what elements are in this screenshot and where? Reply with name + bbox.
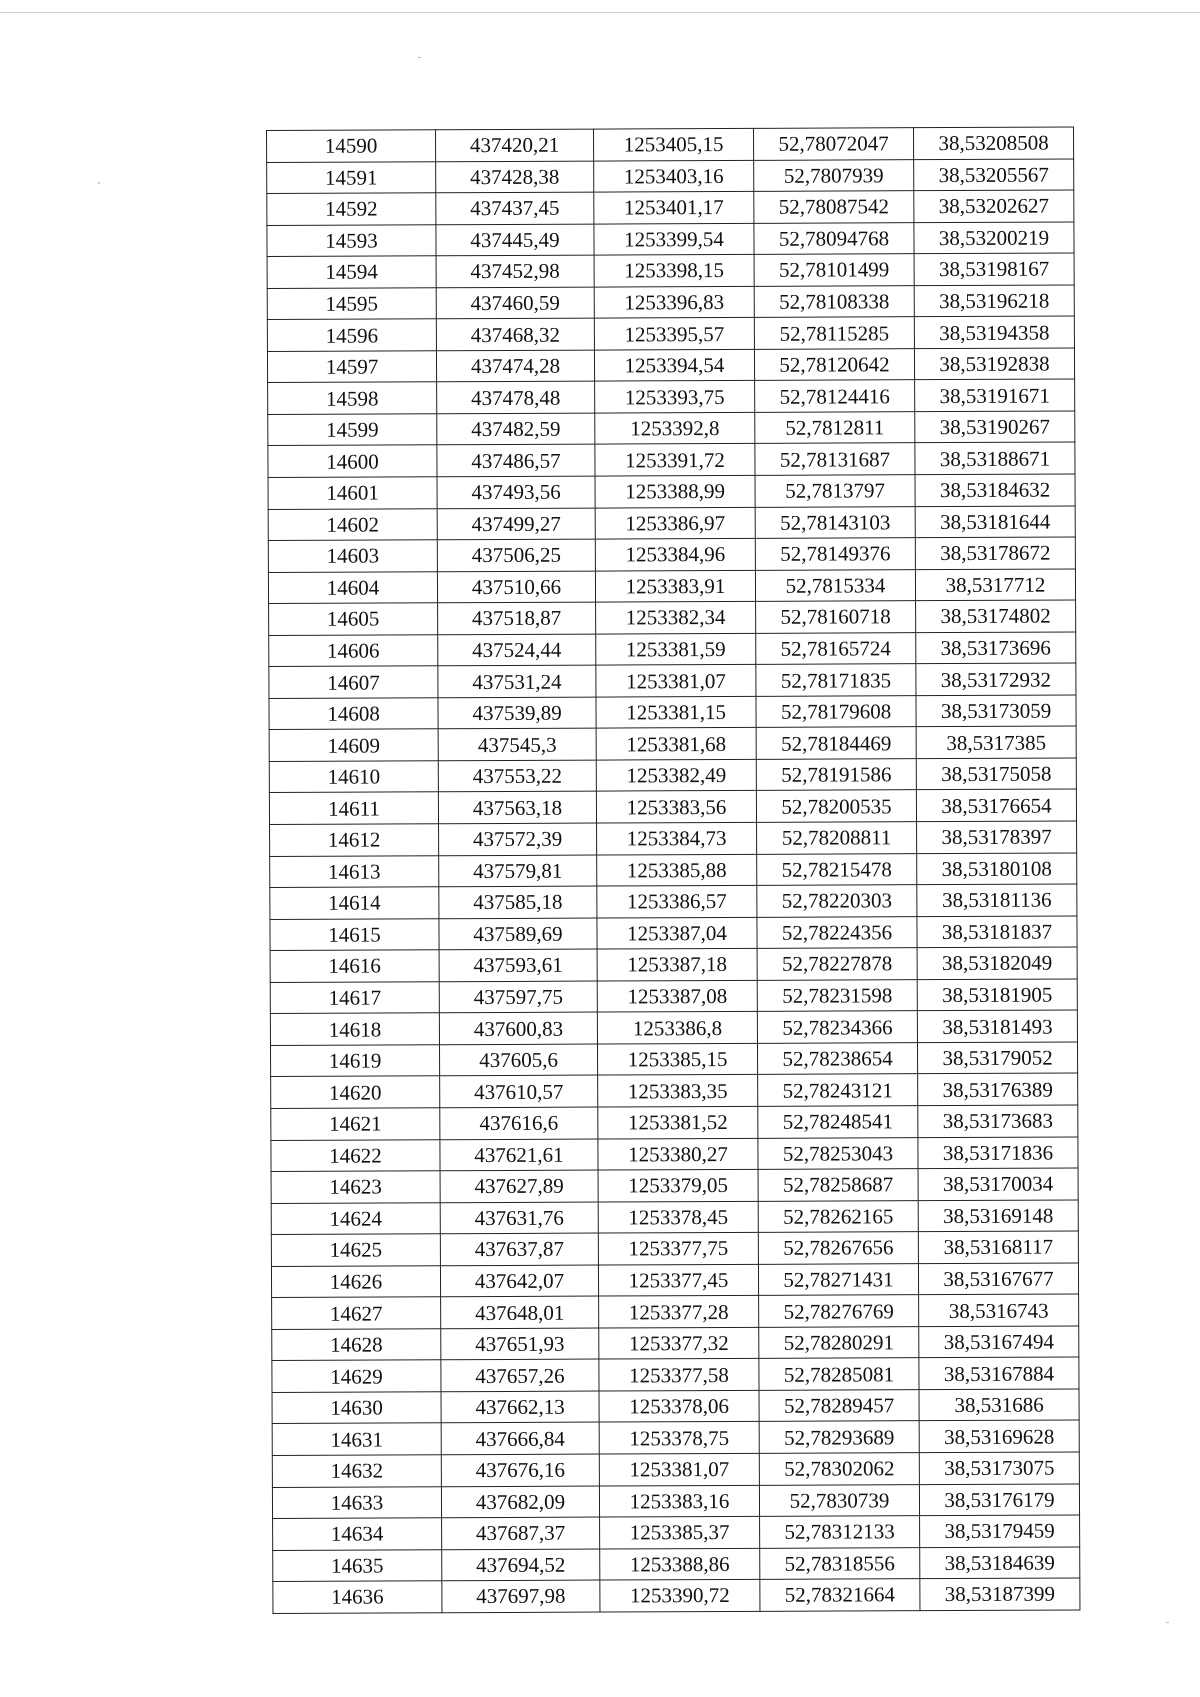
point-number-cell: 14601: [268, 477, 437, 509]
y-coordinate-cell: 1253377,45: [598, 1264, 758, 1296]
table-row: [270, 853, 1077, 888]
table-row: [268, 474, 1075, 509]
longitude-cell: 38,53198167: [914, 253, 1074, 285]
latitude-cell: 52,78267656: [758, 1232, 918, 1264]
point-number-cell: 14626: [271, 1265, 440, 1297]
longitude-cell: 38,5317712: [915, 569, 1075, 601]
point-number-cell: 14625: [271, 1234, 440, 1266]
latitude-cell: 52,78149376: [755, 538, 915, 570]
longitude-cell: 38,53184632: [915, 474, 1075, 506]
y-coordinate-cell: 1253378,06: [599, 1390, 759, 1422]
table-row: [273, 1547, 1080, 1582]
y-coordinate-cell: 1253388,86: [600, 1548, 760, 1580]
latitude-cell: 52,78318556: [760, 1547, 920, 1579]
x-coordinate-cell: 437437,45: [436, 192, 594, 224]
longitude-cell: 38,53180108: [917, 853, 1077, 885]
table-row: [268, 442, 1075, 477]
latitude-cell: 52,78171835: [756, 664, 916, 696]
y-coordinate-cell: 1253387,08: [597, 980, 757, 1012]
longitude-cell: 38,53188671: [915, 442, 1075, 474]
point-number-cell: 14616: [270, 950, 439, 982]
y-coordinate-cell: 1253381,15: [596, 696, 756, 728]
longitude-cell: 38,53175058: [916, 758, 1076, 790]
longitude-cell: 38,53172932: [916, 663, 1076, 695]
table-row: [271, 1263, 1078, 1298]
point-number-cell: 14631: [272, 1423, 441, 1455]
latitude-cell: 52,78321664: [760, 1579, 920, 1611]
x-coordinate-cell: 437468,32: [436, 318, 594, 350]
longitude-cell: 38,53167677: [918, 1263, 1078, 1295]
y-coordinate-cell: 1253390,72: [600, 1580, 760, 1612]
y-coordinate-cell: 1253396,83: [594, 286, 754, 318]
longitude-cell: 38,53178672: [915, 537, 1075, 569]
x-coordinate-cell: 437460,59: [436, 287, 594, 319]
point-number-cell: 14627: [272, 1297, 441, 1329]
latitude-cell: 52,78262165: [758, 1200, 918, 1232]
longitude-cell: 38,53176654: [916, 789, 1076, 821]
table-row: [272, 1452, 1079, 1487]
point-number-cell: 14608: [269, 698, 438, 730]
longitude-cell: 38,53174802: [916, 600, 1076, 632]
y-coordinate-cell: 1253385,37: [600, 1516, 760, 1548]
table-row: [272, 1357, 1079, 1392]
y-coordinate-cell: 1253379,05: [598, 1169, 758, 1201]
longitude-cell: 38,53169148: [918, 1200, 1078, 1232]
table-row: [267, 316, 1074, 351]
point-number-cell: 14632: [272, 1455, 441, 1487]
longitude-cell: 38,53196218: [914, 285, 1074, 317]
latitude-cell: 52,78253043: [758, 1137, 918, 1169]
table-row: [271, 1200, 1078, 1235]
table-row: [267, 127, 1074, 162]
longitude-cell: 38,53208508: [913, 127, 1073, 159]
y-coordinate-cell: 1253386,8: [597, 1012, 757, 1044]
y-coordinate-cell: 1253388,99: [595, 475, 755, 507]
y-coordinate-cell: 1253377,28: [599, 1296, 759, 1328]
point-number-cell: 14636: [273, 1581, 442, 1613]
point-number-cell: 14605: [269, 603, 438, 635]
point-number-cell: 14617: [270, 982, 439, 1014]
y-coordinate-cell: 1253393,75: [595, 381, 755, 413]
point-number-cell: 14599: [268, 414, 437, 446]
x-coordinate-cell: 437648,01: [441, 1296, 599, 1328]
table-row: [270, 821, 1077, 856]
latitude-cell: 52,78289457: [759, 1390, 919, 1422]
longitude-cell: 38,53168117: [918, 1231, 1078, 1263]
y-coordinate-cell: 1253385,88: [597, 854, 757, 886]
point-number-cell: 14629: [272, 1360, 441, 1392]
point-number-cell: 14596: [267, 319, 436, 351]
table-row: [268, 379, 1075, 414]
latitude-cell: 52,78179608: [756, 696, 916, 728]
latitude-cell: 52,78271431: [758, 1263, 918, 1295]
x-coordinate-cell: 437627,89: [440, 1170, 598, 1202]
y-coordinate-cell: 1253377,75: [598, 1233, 758, 1265]
table-row: [270, 884, 1077, 919]
table-row: [271, 1073, 1078, 1108]
longitude-cell: 38,53184639: [920, 1547, 1080, 1579]
coordinates-table: [266, 126, 1080, 1613]
point-number-cell: 14600: [268, 445, 437, 477]
x-coordinate-cell: 437585,18: [439, 886, 597, 918]
x-coordinate-cell: 437506,25: [437, 539, 595, 571]
x-coordinate-cell: 437486,57: [437, 445, 595, 477]
table-row: [269, 600, 1076, 635]
latitude-cell: 52,78115285: [754, 317, 914, 349]
latitude-cell: 52,78160718: [756, 601, 916, 633]
table-row: [269, 726, 1076, 761]
y-coordinate-cell: 1253382,34: [596, 602, 756, 634]
latitude-cell: 52,78220303: [757, 885, 917, 917]
x-coordinate-cell: 437563,18: [438, 792, 596, 824]
coordinates-table-body: [267, 127, 1080, 1613]
longitude-cell: 38,53194358: [914, 316, 1074, 348]
latitude-cell: 52,78215478: [757, 853, 917, 885]
y-coordinate-cell: 1253403,16: [594, 160, 754, 192]
y-coordinate-cell: 1253377,58: [599, 1359, 759, 1391]
x-coordinate-cell: 437610,57: [440, 1075, 598, 1107]
latitude-cell: 52,78094768: [754, 222, 914, 254]
x-coordinate-cell: 437482,59: [437, 413, 595, 445]
latitude-cell: 52,78108338: [754, 285, 914, 317]
longitude-cell: 38,53173683: [918, 1105, 1078, 1137]
point-number-cell: 14634: [273, 1518, 442, 1550]
table-row: [269, 758, 1076, 793]
x-coordinate-cell: 437572,39: [439, 823, 597, 855]
point-number-cell: 14610: [269, 761, 438, 793]
latitude-cell: 52,78165724: [756, 632, 916, 664]
y-coordinate-cell: 1253394,54: [594, 349, 754, 381]
table-row: [270, 947, 1077, 982]
y-coordinate-cell: 1253381,07: [596, 665, 756, 697]
table-row: [270, 916, 1077, 951]
point-number-cell: 14620: [271, 1076, 440, 1108]
x-coordinate-cell: 437539,89: [438, 697, 596, 729]
y-coordinate-cell: 1253383,35: [598, 1075, 758, 1107]
point-number-cell: 14615: [270, 918, 439, 950]
table-row: [271, 1231, 1078, 1266]
table-row: [269, 663, 1076, 698]
y-coordinate-cell: 1253378,75: [599, 1422, 759, 1454]
point-number-cell: 14628: [272, 1329, 441, 1361]
longitude-cell: 38,53167494: [919, 1326, 1079, 1358]
latitude-cell: 52,78224356: [757, 916, 917, 948]
point-number-cell: 14602: [268, 508, 437, 540]
longitude-cell: 38,53178397: [917, 821, 1077, 853]
point-number-cell: 14621: [271, 1108, 440, 1140]
table-row: [272, 1294, 1079, 1329]
x-coordinate-cell: 437605,6: [439, 1044, 597, 1076]
latitude-cell: 52,78143103: [755, 506, 915, 538]
longitude-cell: 38,53187399: [920, 1578, 1080, 1610]
longitude-cell: 38,53200219: [914, 222, 1074, 254]
point-number-cell: 14597: [267, 351, 436, 383]
longitude-cell: 38,5317385: [916, 726, 1076, 758]
x-coordinate-cell: 437697,98: [442, 1580, 600, 1612]
scan-speck: [1166, 1622, 1169, 1623]
table-row: [273, 1578, 1080, 1613]
longitude-cell: 38,53173075: [919, 1452, 1079, 1484]
x-coordinate-cell: 437694,52: [442, 1549, 600, 1581]
longitude-cell: 38,53205567: [914, 159, 1074, 191]
table-row: [267, 190, 1074, 225]
x-coordinate-cell: 437616,6: [440, 1107, 598, 1139]
latitude-cell: 52,78087542: [754, 191, 914, 223]
x-coordinate-cell: 437420,21: [436, 129, 594, 161]
point-number-cell: 14606: [269, 635, 438, 667]
y-coordinate-cell: 1253399,54: [594, 223, 754, 255]
y-coordinate-cell: 1253395,57: [594, 318, 754, 350]
table-row: [268, 537, 1075, 572]
latitude-cell: 52,78243121: [758, 1074, 918, 1106]
longitude-cell: 38,53167884: [919, 1357, 1079, 1389]
table-row: [268, 411, 1075, 446]
point-number-cell: 14612: [270, 824, 439, 856]
x-coordinate-cell: 437531,24: [438, 665, 596, 697]
point-number-cell: 14624: [271, 1202, 440, 1234]
longitude-cell: 38,53173059: [916, 695, 1076, 727]
latitude-cell: 52,78231598: [757, 979, 917, 1011]
latitude-cell: 52,78248541: [758, 1106, 918, 1138]
y-coordinate-cell: 1253391,72: [595, 444, 755, 476]
longitude-cell: 38,5316743: [919, 1294, 1079, 1326]
latitude-cell: 52,78101499: [754, 254, 914, 286]
point-number-cell: 14613: [270, 855, 439, 887]
y-coordinate-cell: 1253385,15: [597, 1043, 757, 1075]
x-coordinate-cell: 437474,28: [436, 350, 594, 382]
longitude-cell: 38,53179052: [917, 1042, 1077, 1074]
latitude-cell: 52,78208811: [757, 822, 917, 854]
latitude-cell: 52,78184469: [756, 727, 916, 759]
longitude-cell: 38,53170034: [918, 1168, 1078, 1200]
y-coordinate-cell: 1253392,8: [595, 412, 755, 444]
table-row: [267, 253, 1074, 288]
point-number-cell: 14607: [269, 666, 438, 698]
table-row: [273, 1515, 1080, 1550]
latitude-cell: 52,78276769: [759, 1295, 919, 1327]
latitude-cell: 52,7813797: [755, 475, 915, 507]
point-number-cell: 14619: [270, 1045, 439, 1077]
longitude-cell: 38,53202627: [914, 190, 1074, 222]
latitude-cell: 52,7815334: [755, 569, 915, 601]
table-row: [272, 1483, 1079, 1518]
point-number-cell: 14594: [267, 256, 436, 288]
table-row: [267, 222, 1074, 257]
latitude-cell: 52,78191586: [756, 759, 916, 791]
latitude-cell: 52,7807939: [754, 159, 914, 191]
y-coordinate-cell: 1253381,59: [596, 633, 756, 665]
longitude-cell: 38,53179459: [920, 1515, 1080, 1547]
point-number-cell: 14614: [270, 887, 439, 919]
y-coordinate-cell: 1253381,52: [598, 1106, 758, 1138]
x-coordinate-cell: 437478,48: [437, 381, 595, 413]
point-number-cell: 14633: [272, 1486, 441, 1518]
latitude-cell: 52,7812811: [755, 412, 915, 444]
longitude-cell: 38,53181837: [917, 916, 1077, 948]
latitude-cell: 52,78120642: [754, 349, 914, 381]
longitude-cell: 38,531686: [919, 1389, 1079, 1421]
longitude-cell: 38,53181644: [915, 506, 1075, 538]
x-coordinate-cell: 437597,75: [439, 981, 597, 1013]
y-coordinate-cell: 1253382,49: [596, 759, 756, 791]
x-coordinate-cell: 437637,87: [440, 1233, 598, 1265]
x-coordinate-cell: 437428,38: [436, 161, 594, 193]
table-row: [267, 348, 1074, 383]
point-number-cell: 14635: [273, 1549, 442, 1581]
scan-speck: [418, 57, 421, 58]
y-coordinate-cell: 1253380,27: [598, 1138, 758, 1170]
y-coordinate-cell: 1253405,15: [593, 128, 753, 160]
point-number-cell: 14623: [271, 1171, 440, 1203]
latitude-cell: 52,78293689: [759, 1421, 919, 1453]
latitude-cell: 52,78227878: [757, 948, 917, 980]
table-row: [272, 1389, 1079, 1424]
y-coordinate-cell: 1253386,57: [597, 885, 757, 917]
y-coordinate-cell: 1253381,68: [596, 728, 756, 760]
table-row: [268, 506, 1075, 541]
table-row: [268, 569, 1075, 604]
x-coordinate-cell: 437589,69: [439, 918, 597, 950]
longitude-cell: 38,53176179: [919, 1483, 1079, 1515]
table-row: [271, 1105, 1078, 1140]
y-coordinate-cell: 1253386,97: [595, 507, 755, 539]
longitude-cell: 38,53181136: [917, 884, 1077, 916]
longitude-cell: 38,53181905: [917, 979, 1077, 1011]
table-row: [267, 159, 1074, 194]
x-coordinate-cell: 437524,44: [438, 634, 596, 666]
y-coordinate-cell: 1253383,56: [596, 791, 756, 823]
latitude-cell: 52,78258687: [758, 1169, 918, 1201]
x-coordinate-cell: 437621,61: [440, 1139, 598, 1171]
longitude-cell: 38,53176389: [918, 1073, 1078, 1105]
latitude-cell: 52,78285081: [759, 1358, 919, 1390]
table-row: [271, 1168, 1078, 1203]
point-number-cell: 14595: [267, 287, 436, 319]
table-row: [269, 632, 1076, 667]
latitude-cell: 52,78238654: [757, 1043, 917, 1075]
x-coordinate-cell: 437499,27: [437, 508, 595, 540]
table-row: [270, 1042, 1077, 1077]
x-coordinate-cell: 437545,3: [438, 728, 596, 760]
x-coordinate-cell: 437666,84: [441, 1422, 599, 1454]
x-coordinate-cell: 437579,81: [439, 855, 597, 887]
longitude-cell: 38,53192838: [914, 348, 1074, 380]
y-coordinate-cell: 1253383,16: [599, 1485, 759, 1517]
x-coordinate-cell: 437445,49: [436, 224, 594, 256]
y-coordinate-cell: 1253377,32: [599, 1327, 759, 1359]
point-number-cell: 14591: [267, 161, 436, 193]
point-number-cell: 14593: [267, 224, 436, 256]
table-row: [271, 1136, 1078, 1171]
latitude-cell: 52,78234366: [757, 1011, 917, 1043]
latitude-cell: 52,78124416: [755, 380, 915, 412]
point-number-cell: 14598: [268, 382, 437, 414]
y-coordinate-cell: 1253401,17: [594, 191, 754, 223]
x-coordinate-cell: 437452,98: [436, 255, 594, 287]
latitude-cell: 52,78072047: [753, 128, 913, 160]
point-number-cell: 14590: [267, 130, 436, 162]
table-row: [269, 789, 1076, 824]
longitude-cell: 38,53171836: [918, 1136, 1078, 1168]
y-coordinate-cell: 1253381,07: [599, 1453, 759, 1485]
longitude-cell: 38,53181493: [917, 1010, 1077, 1042]
x-coordinate-cell: 437631,76: [440, 1202, 598, 1234]
y-coordinate-cell: 1253398,15: [594, 255, 754, 287]
longitude-cell: 38,53182049: [917, 947, 1077, 979]
latitude-cell: 52,78200535: [756, 790, 916, 822]
latitude-cell: 52,78312133: [760, 1516, 920, 1548]
latitude-cell: 52,78302062: [759, 1453, 919, 1485]
y-coordinate-cell: 1253383,91: [595, 570, 755, 602]
x-coordinate-cell: 437657,26: [441, 1359, 599, 1391]
y-coordinate-cell: 1253384,96: [595, 538, 755, 570]
point-number-cell: 14592: [267, 193, 436, 225]
table-row: [272, 1326, 1079, 1361]
table-row: [272, 1420, 1079, 1455]
table-row: [270, 1010, 1077, 1045]
point-number-cell: 14618: [270, 1013, 439, 1045]
longitude-cell: 38,53190267: [915, 411, 1075, 443]
scan-speck: [98, 182, 100, 184]
table-row: [270, 979, 1077, 1014]
x-coordinate-cell: 437682,09: [441, 1486, 599, 1518]
x-coordinate-cell: 437600,83: [439, 1012, 597, 1044]
table-row: [267, 285, 1074, 320]
y-coordinate-cell: 1253378,45: [598, 1201, 758, 1233]
point-number-cell: 14604: [268, 571, 437, 603]
y-coordinate-cell: 1253387,18: [597, 949, 757, 981]
x-coordinate-cell: 437662,13: [441, 1391, 599, 1423]
point-number-cell: 14603: [268, 540, 437, 572]
point-number-cell: 14609: [269, 729, 438, 761]
longitude-cell: 38,53191671: [915, 379, 1075, 411]
x-coordinate-cell: 437518,87: [438, 602, 596, 634]
x-coordinate-cell: 437493,56: [437, 476, 595, 508]
x-coordinate-cell: 437642,07: [440, 1265, 598, 1297]
x-coordinate-cell: 437553,22: [438, 760, 596, 792]
longitude-cell: 38,53169628: [919, 1420, 1079, 1452]
latitude-cell: 52,7830739: [759, 1484, 919, 1516]
point-number-cell: 14622: [271, 1139, 440, 1171]
x-coordinate-cell: 437510,66: [437, 571, 595, 603]
table-row: [269, 695, 1076, 730]
x-coordinate-cell: 437687,37: [442, 1517, 600, 1549]
x-coordinate-cell: 437676,16: [441, 1454, 599, 1486]
point-number-cell: 14630: [272, 1392, 441, 1424]
x-coordinate-cell: 437651,93: [441, 1328, 599, 1360]
longitude-cell: 38,53173696: [916, 632, 1076, 664]
x-coordinate-cell: 437593,61: [439, 949, 597, 981]
y-coordinate-cell: 1253387,04: [597, 917, 757, 949]
scan-edge-line: [0, 12, 1200, 13]
y-coordinate-cell: 1253384,73: [597, 822, 757, 854]
latitude-cell: 52,78131687: [755, 443, 915, 475]
latitude-cell: 52,78280291: [759, 1326, 919, 1358]
point-number-cell: 14611: [269, 792, 438, 824]
